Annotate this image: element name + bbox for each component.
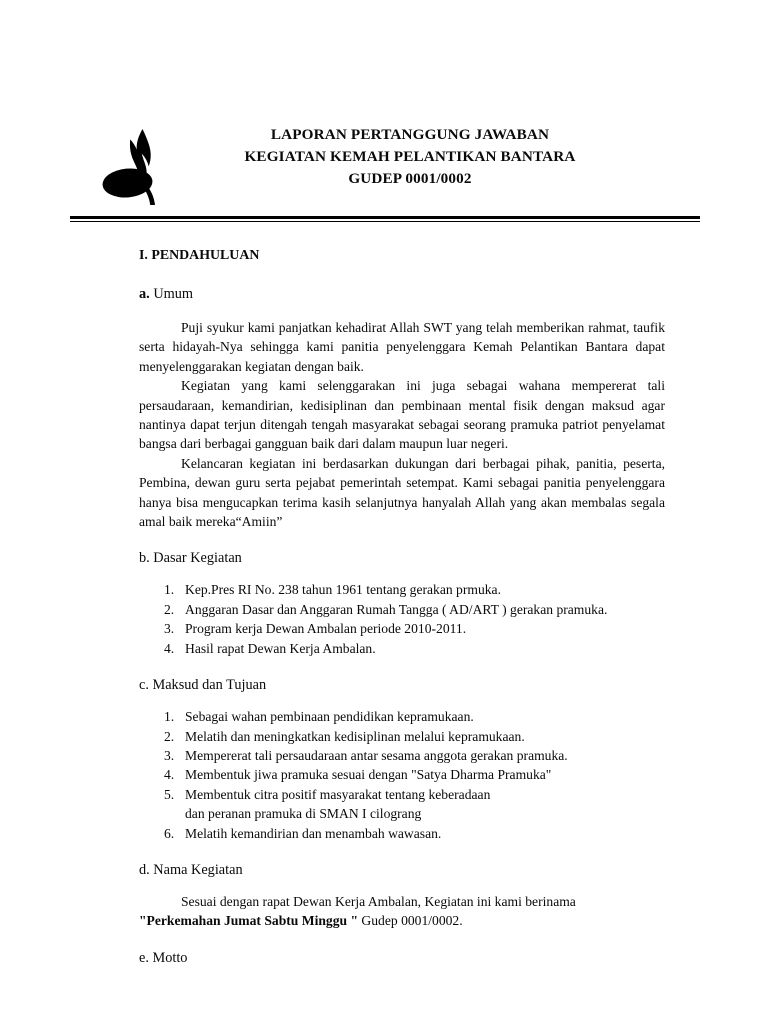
list-marker: 2.: [164, 728, 175, 744]
activity-name-bold: "Perkemahan Jumat Sabtu Minggu ": [139, 913, 359, 929]
list-marker: 1.: [164, 582, 175, 598]
list-item-text: Melatih dan meningkatkan kedisiplinan melalui kepramukaan.: [185, 728, 525, 744]
list-marker: 5.: [164, 786, 175, 802]
subsection-heading-a: [139, 285, 665, 304]
list-item-text: Hasil rapat Dewan Kerja Ambalan.: [185, 640, 376, 656]
title-line-1: LAPORAN PERTANGGUNG JAWABAN: [270, 126, 550, 143]
list-item-text: Anggaran Dasar dan Anggaran Rumah Tangga ( AD/ART ) gerakan pramuka.: [185, 601, 608, 617]
document-title: [164, 120, 700, 190]
list-marker: 3.: [164, 621, 175, 637]
subsection-heading-c: c. Maksud dan Tujuan: [139, 677, 267, 694]
tunas-kelapa-scout-logo: [68, 120, 164, 212]
list-item-text: [185, 785, 665, 824]
section-heading-pendahuluan: I. PENDAHULUAN: [139, 248, 260, 263]
title-line-2: KEGIATAN KEMAH PELANTIKAN BANTARA: [244, 148, 576, 165]
paragraph-d-line-1: Sesuai dengan rapat Dewan Kerja Ambalan, Kegiatan ini kami berinama: [181, 893, 576, 909]
paragraph-d-line-2: [139, 911, 665, 930]
list-item: [139, 639, 665, 658]
list-item: [139, 580, 665, 599]
list-dasar-kegiatan: [139, 580, 665, 658]
list-marker: 4.: [164, 767, 175, 783]
document-header: [68, 120, 700, 212]
activity-gudep-text: Gudep 0001/0002.: [358, 913, 463, 929]
header-divider: [70, 216, 700, 222]
list-item: [139, 619, 665, 638]
list-marker: 1.: [164, 709, 175, 725]
list-item-text: Sebagai wahan pembinaan pendidikan kepramukaan.: [185, 709, 474, 725]
list-item: [139, 727, 665, 746]
list-item: [139, 707, 665, 726]
document-body: [139, 246, 665, 968]
list-item: [139, 746, 665, 765]
subsection-letter-a: a.: [139, 286, 150, 302]
list-marker: 3.: [164, 747, 175, 763]
divider-thin-line: [70, 221, 700, 222]
list-item-line-2: dan peranan pramuka di SMAN I cilograng: [185, 806, 422, 822]
list-item: [139, 785, 665, 824]
paragraph-a-1: Puji syukur kami panjatkan kehadirat Allah SWT yang telah memberikan rahmat, taufik serta hidayah-Nya sehingga kami panitia penyelenggara Kemah Pelantikan Bantara dapat menyelenggarakan kegiatan dengan baik.: [139, 320, 665, 374]
list-maksud-dan-tujuan: [139, 707, 665, 843]
list-item: [139, 600, 665, 619]
subsection-label-a: Umum: [153, 286, 194, 302]
list-item-text: Kep.Pres RI No. 238 tahun 1961 tentang gerakan prmuka.: [185, 582, 501, 598]
list-marker: 4.: [164, 640, 175, 656]
subsection-heading-e: e. Motto: [139, 949, 188, 966]
list-item: [139, 765, 665, 784]
list-item-text: Mempererat tali persaudaraan antar sesama anggota gerakan pramuka.: [185, 747, 568, 763]
title-line-3: GUDEP 0001/0002: [348, 170, 472, 187]
paragraph-a-2: Kegiatan yang kami selenggarakan ini juga sebagai wahana mempererat tali persaudaraan, kemandirian, kedisiplinan dan pembinaan mental fisik dengan maksud agar nantinya dapat terjun ditengah tengah masyarakat sebagai seorang pramuka patriot penyelamat bangsa dari berbagai gangguan baik dari dalam maupun luar negeri.: [139, 378, 665, 452]
subsection-heading-b: b. Dasar Kegiatan: [139, 550, 242, 567]
list-item-line-1: Membentuk citra positif masyarakat tentang keberadaan: [185, 786, 491, 802]
list-marker: 2.: [164, 601, 175, 617]
subsection-heading-d: d. Nama Kegiatan: [139, 861, 243, 878]
paragraph-a-3: Kelancaran kegiatan ini berdasarkan dukungan dari berbagai pihak, panitia, peserta, Pembina, dewan guru serta pejabat pemerintah setempat. Kami sebagai panitia penyelenggara hanya bisa mengucapkan terima kasih selanjutnya hanyalah Allah yang akan membalas segala amal baik mereka“Amiin”: [139, 455, 665, 530]
list-item: [139, 824, 665, 843]
list-item-text: Melatih kemandirian dan menambah wawasan.: [185, 825, 442, 841]
list-item-text: Membentuk jiwa pramuka sesuai dengan "Satya Dharma Pramuka": [185, 767, 552, 783]
list-item-text: Program kerja Dewan Ambalan periode 2010-2011.: [185, 621, 467, 637]
list-marker: 6.: [164, 825, 175, 841]
